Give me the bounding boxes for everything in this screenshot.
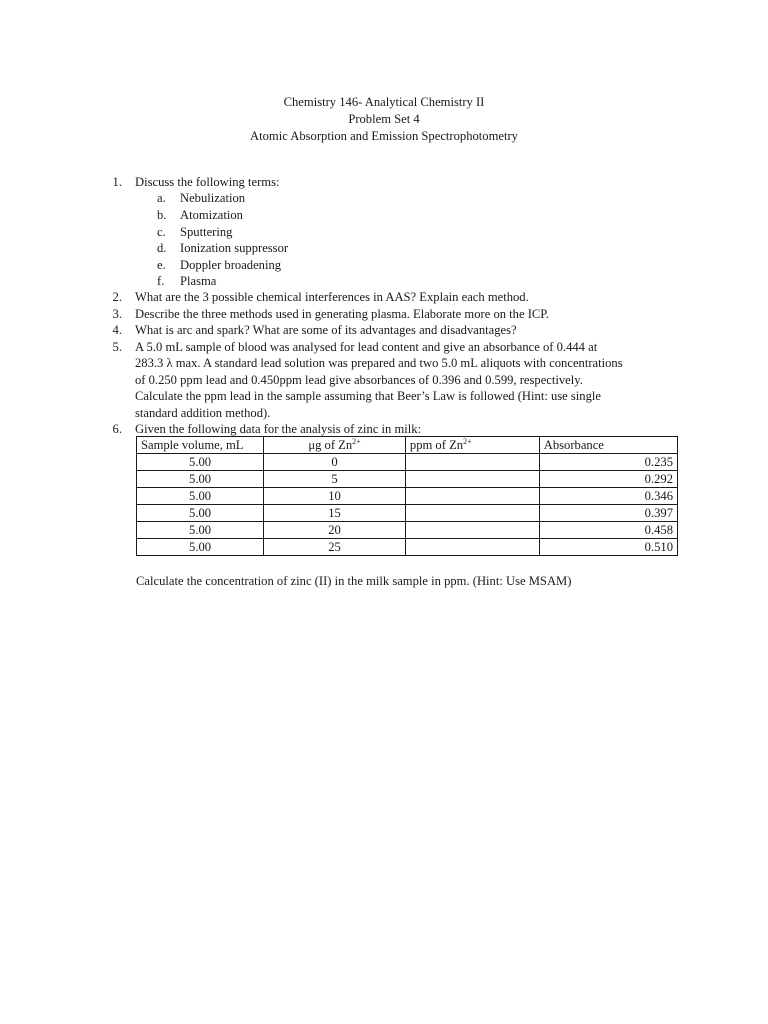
cell-ppm <box>405 522 539 539</box>
term-letter: a. <box>157 191 166 205</box>
term-item: Plasma <box>180 274 217 288</box>
term-item: Sputtering <box>180 225 233 239</box>
table-row <box>137 471 678 488</box>
question-2-text: What are the 3 possible chemical interferences in AAS? Explain each method. <box>135 290 529 304</box>
question-5-line: standard addition method). <box>135 406 271 420</box>
header-ug-zn: μg of $Zn^{2+}$ <box>264 437 406 454</box>
cell-volume: 5.00 <box>137 522 264 539</box>
cell-volume: 5.00 <box>137 488 264 505</box>
question-3-number: 3. <box>112 307 122 321</box>
question-2-number: 2. <box>112 290 122 304</box>
term-item: Atomization <box>180 208 243 222</box>
question-6-text: Given the following data for the analysis of zinc in milk: <box>135 422 422 436</box>
question-5-line: of 0.250 ppm lead and 0.450ppm lead give absorbances of 0.396 and 0.599, respectively. <box>135 373 583 387</box>
table-row <box>137 488 678 505</box>
cell-ug: 0 <box>264 454 406 471</box>
table-row <box>137 505 678 522</box>
cell-absorbance: 0.397 <box>539 505 677 522</box>
question-3-text: Describe the three methods used in generating plasma. Elaborate more on the ICP. <box>135 307 550 321</box>
cell-absorbance: 0.346 <box>539 488 677 505</box>
term-item: Nebulization <box>180 191 246 205</box>
cell-ppm <box>405 505 539 522</box>
cell-ug: 15 <box>264 505 406 522</box>
cell-volume: 5.00 <box>137 454 264 471</box>
term-letter: e. <box>157 258 166 272</box>
cell-volume: 5.00 <box>137 539 264 556</box>
question-4-text: What is arc and spark? What are some of its advantages and disadvantages? <box>135 323 517 337</box>
cell-absorbance: 0.458 <box>539 522 677 539</box>
cell-ug: 5 <box>264 471 406 488</box>
cell-ppm <box>405 539 539 556</box>
term-letter: d. <box>157 241 167 255</box>
header-sample-volume: Sample volume, mL <box>137 437 264 454</box>
term-letter: b. <box>157 208 167 222</box>
cell-ppm <box>405 471 539 488</box>
cell-ppm <box>405 454 539 471</box>
cell-volume: 5.00 <box>137 505 264 522</box>
term-letter: c. <box>157 225 166 239</box>
cell-absorbance: 0.292 <box>539 471 677 488</box>
zinc-data-table <box>136 436 678 556</box>
cell-volume: 5.00 <box>137 471 264 488</box>
question-6-number: 6. <box>112 422 122 436</box>
problem-set-title: Problem Set 4 <box>348 112 420 126</box>
table-row <box>137 539 678 556</box>
document-header <box>0 94 768 145</box>
table-row <box>137 454 678 471</box>
table-row <box>137 522 678 539</box>
question-5-number: 5. <box>112 340 122 354</box>
table-header-row <box>137 437 678 454</box>
header-ppm-zn: ppm of $Zn^{2+}$ <box>405 437 539 454</box>
question-6-followup: Calculate the concentration of zinc (II) in the milk sample in ppm. (Hint: Use MSAM) <box>136 574 572 588</box>
term-letter: f. <box>157 274 165 288</box>
question-1-number: 1. <box>112 175 122 189</box>
cell-ppm <box>405 488 539 505</box>
cell-ug: 20 <box>264 522 406 539</box>
question-1-text: Discuss the following terms: <box>135 175 280 189</box>
term-item: Doppler broadening <box>180 258 282 272</box>
cell-ug: 10 <box>264 488 406 505</box>
cell-absorbance: 0.235 <box>539 454 677 471</box>
cell-ug: 25 <box>264 539 406 556</box>
question-4-number: 4. <box>112 323 122 337</box>
cell-absorbance: 0.510 <box>539 539 677 556</box>
question-5-line: Calculate the ppm lead in the sample assuming that Beer’s Law is followed (Hint: use single <box>135 389 601 403</box>
topic-title: Atomic Absorption and Emission Spectrophotometry <box>250 129 518 143</box>
header-absorbance: Absorbance <box>539 437 677 454</box>
term-item: Ionization suppressor <box>180 241 289 255</box>
question-5-line: A 5.0 mL sample of blood was analysed for lead content and give an absorbance of 0.444 at <box>135 340 598 354</box>
course-title: Chemistry 146- Analytical Chemistry II <box>283 95 485 109</box>
question-5-line: 283.3 λ max. A standard lead solution was prepared and two 5.0 mL aliquots with concentrations <box>135 356 623 370</box>
